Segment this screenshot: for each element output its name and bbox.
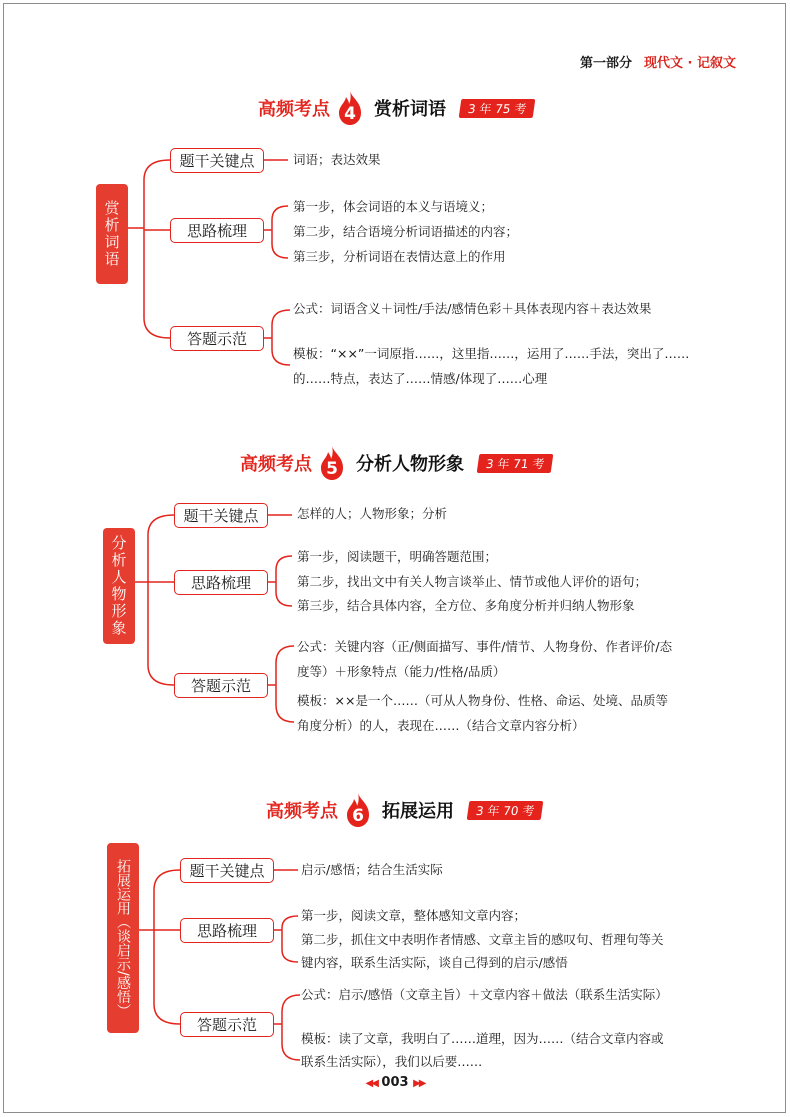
hot-label: 高频考点 [258,99,330,120]
section-number: 6 [352,806,364,826]
exam-count-badge: 3 年 75 考 [459,99,536,118]
template-text: 模板：××是一个……（可从人物身份、性格、命运、处境、品质等角度分析）的人，表现在……（结合文章内容分析） [297,693,668,733]
exam-count-badge: 3 年 70 考 [467,801,544,820]
step-2: 第二步，结合语境分析词语描述的内容； [293,224,519,239]
section-name: 分析人物形象 [356,454,464,475]
keypoint-text: 怎样的人；人物形象；分析 [297,506,448,521]
template-text: 模板：“××”一词原指……，这里指……，运用了……手法，突出了……的……特点，表达了……情感/体现了……心理 [293,346,690,386]
left-arrows-icon: ◀◀ [365,1078,377,1089]
section-title-6 [266,790,542,830]
vertical-label: 分析人物形象 [103,528,135,644]
page-footer [0,1075,790,1090]
hot-label: 高频考点 [240,454,312,475]
step-1: 第一步，阅读题干，明确答题范围； [297,549,498,564]
step-3: 第三步，结合具体内容，全方位、多角度分析并归纳人物形象 [297,598,635,613]
branch-approach: 思路梳理 [170,218,264,243]
flame-icon [344,792,372,828]
vertical-label: 赏析词语 [96,184,128,284]
vertical-label: 拓展运用（谈启示/感悟） [107,843,139,1033]
step-1: 第一步，体会词语的本义与语境义； [293,199,494,214]
keypoint-text: 词语；表达效果 [293,152,381,167]
formula-text: 公式：启示/感悟（文章主旨）＋文章内容＋做法（联系生活实际） [301,987,668,1002]
branch-approach: 思路梳理 [180,918,274,943]
branch-answer: 答题示范 [174,673,268,698]
part-label: 第一部分 [579,56,632,71]
step-3: 第三步，分析词语在表情达意上的作用 [293,249,506,264]
branch-keypoint: 题干关键点 [170,148,264,173]
branch-keypoint: 题干关键点 [180,858,274,883]
formula-text: 公式：词语含义＋词性/手法/感情色彩＋具体表现内容＋表达效果 [293,301,652,316]
section-name: 赏析词语 [374,99,446,120]
page-number: 003 [381,1075,409,1090]
keypoint-text: 启示/感悟；结合生活实际 [301,862,443,877]
hot-label: 高频考点 [266,801,338,822]
section-number: 4 [344,104,356,124]
branch-approach: 思路梳理 [174,570,268,595]
step-2: 第二步，找出文中有关人物言谈举止、情节或他人评价的语句； [297,574,648,589]
step-2: 第二步，抓住文中表明作者情感、文章主旨的感叹句、哲理句等关键内容，联系生活实际，谈自己得到的启示/感悟 [301,932,664,970]
right-arrows-icon: ▶▶ [413,1078,425,1089]
category-label: 现代文 · 记叙文 [644,56,736,71]
formula-text: 公式：关键内容（正/侧面描写、事件/情节、人物身份、作者评价/态度等）＋形象特点（能力/性格/品质） [297,639,673,679]
section-name: 拓展运用 [382,801,454,822]
template-text: 模板：读了文章，我明白了……道理，因为……（结合文章内容或联系生活实际），我们以后要…… [301,1031,664,1069]
branch-keypoint: 题干关键点 [174,503,268,528]
branch-answer: 答题示范 [170,326,264,351]
exam-count-badge: 3 年 71 考 [477,454,554,473]
branch-answer: 答题示范 [180,1012,274,1037]
section-number: 5 [326,459,338,479]
step-1: 第一步，阅读文章，整体感知文章内容； [301,908,527,923]
